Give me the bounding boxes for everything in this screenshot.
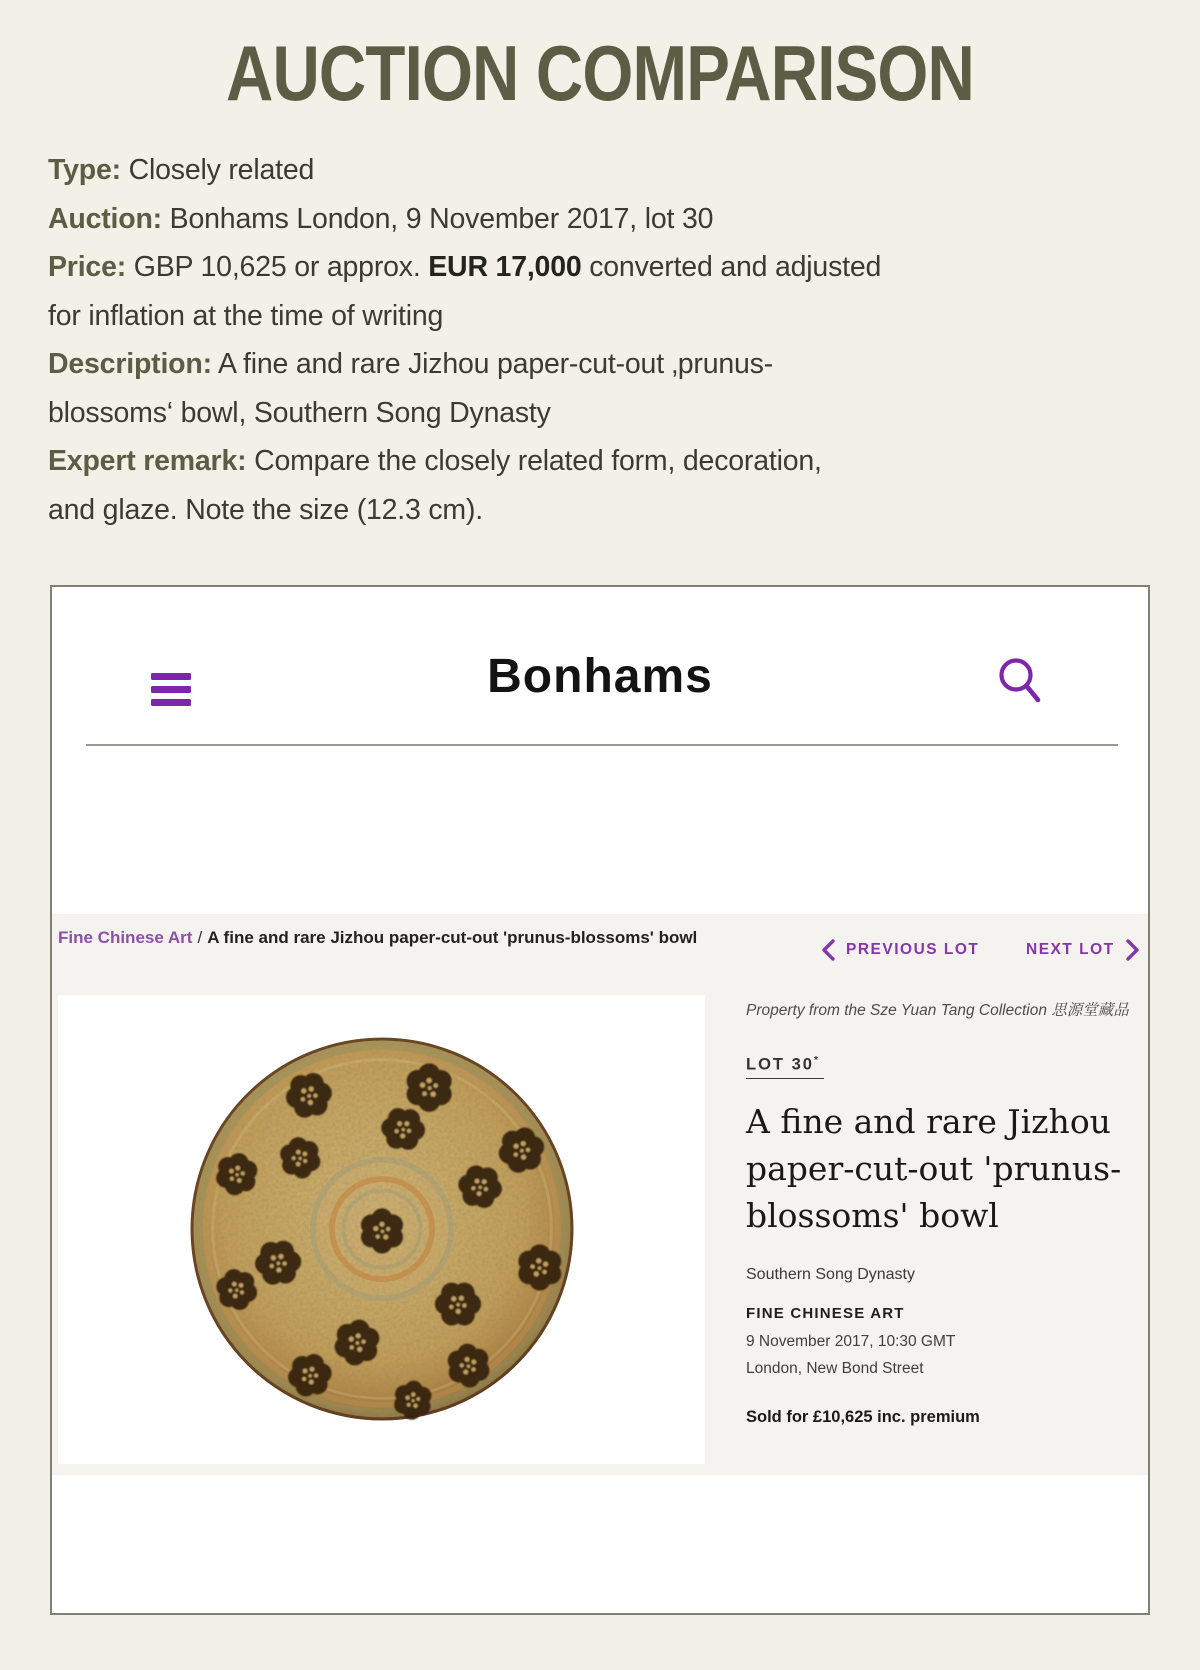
type-label: Type: [48, 154, 121, 186]
price-eur-bold: EUR 17,000 [428, 251, 582, 283]
breadcrumb-separator: / [197, 928, 203, 947]
breadcrumb [58, 928, 697, 948]
auction-value: Bonhams London, 9 November 2017, lot 30 [161, 202, 714, 235]
next-lot-label: NEXT LOT [1026, 941, 1115, 958]
description-line [48, 340, 1152, 389]
description-label: Description: [48, 348, 212, 380]
expert-value: Compare the closely related form, decoration, [246, 445, 822, 477]
chevron-right-icon [1126, 939, 1140, 961]
lot-title-line-3: blossoms' bowl [746, 1196, 999, 1235]
lot-image-card [58, 995, 705, 1464]
lot-image-bowl[interactable] [180, 1027, 584, 1431]
sale-location: London, New Bond Street [746, 1360, 924, 1377]
next-lot-button[interactable] [1026, 939, 1140, 961]
sale-name: FINE CHINESE ART [746, 1305, 905, 1322]
lot-dynasty: Southern Song Dynasty [746, 1266, 915, 1283]
price-value: GBP 10,625 or approx. [126, 251, 429, 283]
search-icon[interactable] [994, 653, 1042, 705]
breadcrumb-link-fine-chinese-art[interactable]: Fine Chinese Art [58, 928, 193, 947]
price-line [48, 243, 1152, 292]
auction-line [48, 195, 1152, 244]
type-line [48, 146, 1152, 195]
price-value-2: converted and adjusted [581, 251, 882, 283]
property-line: Property from the Sze Yuan Tang Collection 思源堂藏品 [746, 1002, 1129, 1019]
expert-line [48, 437, 1152, 486]
comparison-summary [48, 146, 1152, 534]
sold-price-line: Sold for £10,625 inc. premium [746, 1408, 980, 1426]
lot-number-mark: * [813, 1055, 820, 1066]
type-value: Closely related [120, 154, 315, 186]
price-line-2: for inflation at the time of writing [48, 299, 444, 332]
lot-number-text: LOT 30 [746, 1055, 814, 1074]
price-label: Price: [48, 251, 127, 283]
auction-label: Auction: [48, 202, 162, 235]
breadcrumb-current: A fine and rare Jizhou paper-cut-out 'prunus-blossoms' bowl [207, 928, 698, 947]
chevron-left-icon [821, 939, 835, 961]
lot-title-line-2: paper-cut-out 'prunus- [746, 1149, 1122, 1188]
previous-lot-button[interactable] [821, 939, 979, 961]
page-title: AUCTION COMPARISON [225, 29, 975, 117]
header-divider [86, 744, 1118, 746]
sale-datetime: 9 November 2017, 10:30 GMT [746, 1333, 956, 1350]
expert-label: Expert remark: [48, 445, 247, 477]
expert-line-2: and glaze. Note the size (12.3 cm). [48, 493, 483, 526]
lot-page-content [52, 914, 1148, 1475]
lot-title [746, 1098, 1166, 1239]
previous-lot-label: PREVIOUS LOT [846, 941, 980, 958]
lot-title-line-1: A fine and rare Jizhou [746, 1102, 1111, 1141]
lot-number [746, 1055, 1166, 1079]
description-value: A fine and rare Jizhou paper-cut-out ‚prunus- [211, 348, 774, 380]
description-line-2: blossoms‘ bowl, Southern Song Dynasty [48, 396, 551, 429]
bonhams-logo: Bonhams [487, 650, 713, 703]
bonhams-screenshot-frame [50, 585, 1150, 1615]
